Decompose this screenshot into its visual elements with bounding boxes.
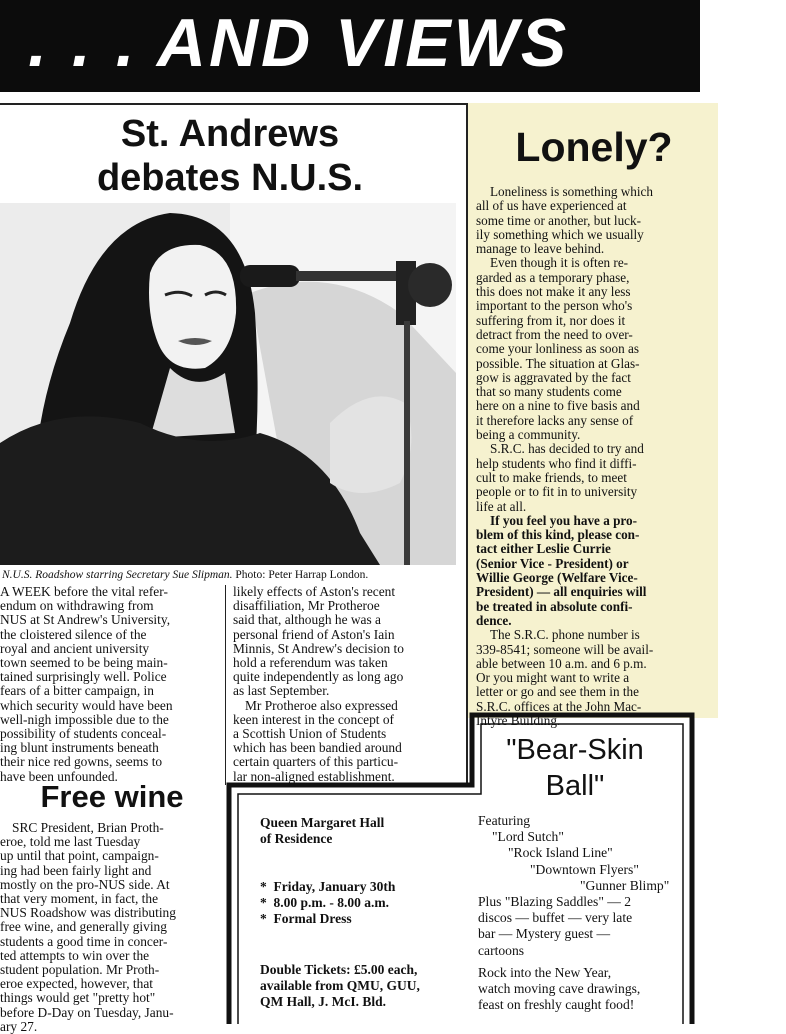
text-line: 339-8541; someone will be avail- (476, 641, 654, 657)
text-line: the cloistered silence of the (0, 626, 147, 642)
detail-line (260, 911, 470, 927)
text-line: Loneliness is something which (490, 184, 653, 199)
ad-details (260, 879, 470, 927)
article-photo (0, 203, 456, 565)
photo-image (0, 203, 456, 565)
text-line: up until that point, campaign- (0, 848, 159, 864)
text-line: as last September. (233, 683, 330, 699)
bullet: * (260, 911, 267, 926)
text-line: come your lonliness as soon as (476, 341, 639, 357)
text-line: Or you might want to write a (476, 670, 630, 686)
featuring-label: Featuring (478, 813, 531, 828)
text-line: suffering from it, nor does it (476, 312, 626, 328)
headline-line: St. Andrews (120, 113, 340, 155)
text-line: royal and ancient university (0, 640, 150, 656)
text-line: able between 10 a.m. and 6 p.m. (476, 655, 647, 671)
detail-line (260, 879, 470, 895)
text-line: eroe, told me last Tuesday (0, 834, 141, 850)
text-line: Mr Protheroe also expressed (245, 697, 398, 713)
bullet: * (260, 895, 267, 910)
subheadline: Free wine (40, 779, 184, 814)
detail-line (260, 895, 470, 911)
event-time: 8.00 p.m. - 8.00 a.m. (273, 895, 389, 910)
ad-title-line: Ball" (545, 770, 605, 802)
text-line: NUS at St Andrew's University, (0, 612, 171, 628)
text-line: mostly on the pro-NUS side. At (0, 876, 170, 892)
text-line: discos — buffet — very late (478, 910, 633, 926)
text-line: things would get "pretty hot" (0, 990, 156, 1006)
venue-line: Queen Margaret Hall (260, 815, 385, 830)
text-line: student population. Mr Proth- (0, 962, 160, 978)
text-line: likely effects of Aston's recent (233, 584, 396, 599)
text-line: free wine, and generally giving (0, 919, 167, 935)
text-line: their nice red gowns, seems to (0, 754, 163, 770)
text-line: manage to leave behind. (476, 241, 605, 257)
text-line: cartoons (478, 942, 525, 958)
ad-title-line: "Bear-Skin (506, 734, 644, 766)
text-line: Intyre Building. (476, 712, 561, 728)
ticket-line: Double Tickets: £5.00 each, (260, 962, 418, 977)
text-line: blem of this kind, please con- (476, 527, 640, 543)
text-line: A WEEK before the vital refer- (0, 584, 168, 599)
text-line: endum on withdrawing from (0, 598, 154, 614)
text-line: fears of a bitter campaign, in (0, 683, 154, 699)
text-line: be treated in absolute confi- (476, 598, 633, 614)
text-line: Willie George (Welfare Vice- (476, 570, 638, 586)
act-name: "Rock Island Line" (508, 845, 613, 861)
text-line: gow is aggravated by the fact (476, 369, 631, 385)
caption-text: N.U.S. Roadshow starring Secretary Sue Slipman. (2, 569, 233, 581)
text-line: it therefore lacks any sense of (476, 412, 634, 428)
article-headline (0, 112, 460, 200)
headline-line: debates N.U.S. (96, 157, 364, 199)
text-line: watch moving cave drawings, (478, 981, 641, 997)
free-wine-column (0, 821, 219, 1034)
text-line: people or to fit in to university (476, 484, 638, 500)
text-line: some time or another, but luck- (476, 212, 642, 228)
ad-closing (478, 965, 690, 1014)
text-line: personal friend of Aston's Iain (233, 626, 395, 642)
text-line: SRC President, Brian Proth- (12, 820, 164, 835)
text-line: a Scottish Union of Students (233, 726, 387, 742)
paragraph (476, 185, 698, 256)
text-line: that so many students come (476, 384, 622, 400)
text-line: well-nigh impossible due to the (0, 711, 169, 727)
text-line: S.R.C. offices at the John Mac- (476, 698, 642, 714)
text-line: ing blunt instruments beneath (0, 740, 159, 756)
text-line: quite independently as long ago (233, 669, 404, 685)
text-line: If you feel you have a pro- (490, 512, 638, 528)
text-line: possible. The situation at Glas- (476, 355, 640, 371)
lonely-column (476, 185, 698, 728)
text-line: have been unfounded. (0, 768, 118, 784)
text-line: life at all. (476, 498, 527, 514)
text-line: keen interest in the concept of (233, 711, 394, 727)
text-line: lar non-aligned establishment. (233, 768, 395, 784)
section-banner-title: . . . AND VIEWS (28, 5, 570, 81)
text-line: bar — Mystery guest — (478, 926, 611, 942)
text-line: ily something which we usually (476, 226, 644, 242)
text-line: certain quarters of this particu- (233, 754, 399, 770)
text-line: students a good time in concer- (0, 933, 168, 949)
lonely-title: Lonely? (515, 124, 673, 170)
paragraph (233, 585, 461, 699)
ad-featuring (478, 813, 688, 959)
text-line: ary 27. (0, 1018, 38, 1034)
venue-line: of Residence (260, 831, 333, 846)
text-line: Plus "Blazing Saddles" — 2 (478, 894, 632, 910)
paragraph (476, 256, 698, 442)
article-column-1 (0, 585, 219, 784)
text-line: detract from the need to over- (476, 326, 633, 342)
ad-tickets (260, 962, 476, 1010)
text-line: ted attempts to win over the (0, 947, 150, 963)
photo-credit: Photo: Peter Harrap London. (235, 569, 369, 581)
text-line: which has been bandied around (233, 740, 402, 756)
text-line: Even though it is often re- (490, 255, 629, 271)
text-line: S.R.C. has decided to try and (490, 441, 644, 457)
text-line: feast on freshly caught food! (478, 997, 635, 1013)
text-line: dence. (476, 612, 512, 628)
text-line: Minnis, St Andrew's decision to (233, 640, 404, 656)
text-line: letter or go and see them in the (476, 684, 639, 700)
text-line: (Senior Vice - President) or (476, 555, 629, 571)
text-line: that very moment, in fact, the (0, 891, 159, 907)
text-line: ing had been fairly light and (0, 862, 152, 878)
text-line: all of us have experienced at (476, 198, 627, 214)
photo-caption (2, 569, 462, 581)
bullet: * (260, 879, 267, 894)
text-line: tained surprisingly well. Police (0, 669, 167, 685)
divider (0, 103, 466, 105)
text-line: garded as a temporary phase, (476, 269, 630, 285)
text-line: which security would have been (0, 697, 173, 713)
dress-code: Formal Dress (273, 911, 352, 926)
event-date: Friday, January 30th (273, 879, 396, 894)
paragraph-bold (476, 514, 698, 628)
text-line: before D-Day on Tuesday, Janu- (0, 1004, 174, 1020)
text-line: eroe expected, however, that (0, 976, 154, 992)
text-line: hold a referendum was taken (233, 655, 388, 671)
text-line: tact either Leslie Currie (476, 541, 611, 557)
paragraph (476, 442, 698, 513)
text-line: here on a nine to five basis and (476, 398, 640, 414)
paragraph (233, 699, 461, 713)
ad-title (470, 732, 680, 804)
act-name: "Downtown Flyers" (530, 861, 639, 877)
text-line: being a community. (476, 427, 581, 443)
text-line: NUS Roadshow was distributing (0, 905, 176, 921)
ticket-line: available from QMU, GUU, (260, 978, 420, 993)
text-line: The S.R.C. phone number is (490, 627, 640, 643)
text-line: important to the person who's (476, 298, 633, 314)
text-line: Rock into the New Year, (478, 965, 612, 980)
text-line: help students who find it diffi- (476, 455, 637, 471)
ticket-line: QM Hall, J. McI. Bld. (260, 994, 386, 1009)
ad-venue (260, 815, 470, 847)
text-line: possibility of students conceal- (0, 726, 167, 742)
text-line: President) — all enquiries will (476, 584, 647, 600)
text-line: disaffiliation, Mr Protheroe (233, 598, 380, 614)
act-name: "Gunner Blimp" (580, 877, 670, 893)
text-line: town seemed to be being main- (0, 655, 168, 671)
text-line: cult to make friends, to meet (476, 469, 627, 485)
text-line: this does not make it any less (476, 284, 631, 300)
paragraph (0, 585, 219, 784)
act-name: "Lord Sutch" (492, 829, 564, 845)
text-line: said that, although he was a (233, 612, 382, 628)
